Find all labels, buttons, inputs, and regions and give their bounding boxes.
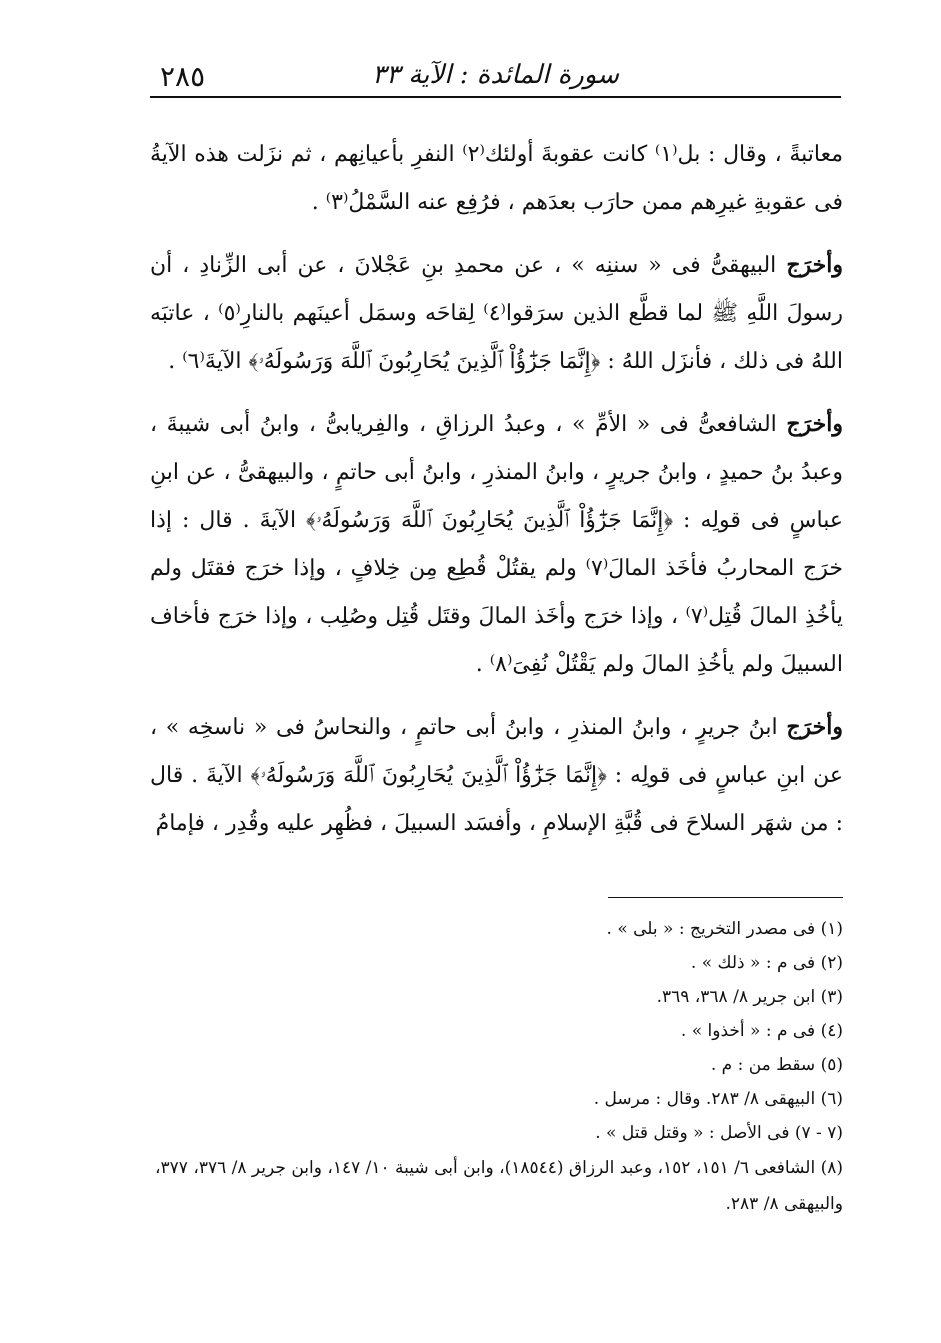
paragraph-text: ابنُ جريرٍ ، وابنُ المنذرِ ، وابنُ أبى حاتمٍ ، والنحاسُ فى « ناسخِه » ، عن ابنِ عباسٍ فى قولِه : ﴿إِنَّمَا جَزَٰٓؤُاْ ٱلَّذِينَ يُحَارِبُونَ ٱللَّهَ وَرَسُولَهُۥ﴾ الآيةَ . قال : من شهَر السلاحَ فى قُبَّةِ الإسلامِ ، وأفسَد السبيلَ ، فظُهِر عليه وقُدِر ، فإمامُ [150, 715, 843, 836]
footnote: (٨) الشافعى ٦/ ١٥١، ١٥٢، وعبد الرزاق (١٨٥٤٤)، وابن أبى شيبة ١٠/ ١٤٧، وابن جرير ٨/ ٣٧٦، ٣٧٧، والبيهقى ٨/ ٢٨٣. [155, 1158, 843, 1214]
footnote: (٦) البيهقى ٨/ ٢٨٣. وقال : مرسل . [593, 1089, 843, 1109]
footnote: (٣) ابن جرير ٨/ ٣٦٨، ٣٦٩. [656, 987, 843, 1007]
paragraph [150, 241, 843, 386]
paragraph-text: الشافعىُّ فى « الأمِّ » ، وعبدُ الرزاقِ ، والفِريابىُّ ، وابنُ أبى شيبةَ ، وعبدُ بنُ حميدٍ ، وابنُ جريرٍ ، وابنُ المنذرِ ، وابنُ أبى حاتمٍ ، والبيهقىُّ ، عن ابنِ عباسٍ فى قولِه : ﴿إِنَّمَا جَزَٰٓؤُاْ ٱلَّذِينَ يُحَارِبُونَ ٱللَّهَ وَرَسُولَهُۥ﴾ الآيةَ . قال : إذا خرَج المحاربُ فأخَذ المالَ⁽٧⁾ ولم يقتُلْ قُطِع مِن خِلافٍ ، وإذا خرَج فقتَل ولم يأخُذِ المالَ قُتِل⁽٧⁾ ، وإذا خرَج وأخَذ المالَ وقتَل قُتِل وصُلِب ، وإذا خرَج فأخاف السبيلَ ولم يأخُذِ المالَ ولم يَقْتُلْ نُفِىَ⁽٨⁾ . [150, 412, 844, 677]
footnote: (٤) فى م : « أخذوا » . [680, 1021, 843, 1041]
footnotes [150, 912, 843, 1222]
paragraph-lead: وأخرَج [786, 714, 843, 740]
page-header [150, 54, 841, 98]
paragraph-text: معاتبةً ، وقال : بل⁽١⁾ كانت عقوبةَ أولئك⁽٢⁾ النفرِ بأعيانِهم ، ثم نزَلت هذه الآيةُ فى عقوبةِ غيرِهم ممن حارَب بعدَهم ، فرُفِع عنه السَّمْلُ⁽٣⁾ . [150, 142, 843, 215]
page-number: ٢٨٥ [160, 60, 206, 93]
footnote-rule [608, 897, 843, 898]
footnote: (١) فى مصدر التخريج : « بلى » . [606, 919, 843, 939]
paragraph [150, 703, 843, 848]
footnote: (٥) سقط من : م . [710, 1055, 843, 1075]
footnote: (٢) فى م : « ذلك » . [690, 953, 843, 973]
paragraph-text: البيهقىُّ فى « سننِه » ، عن محمدِ بنِ عَجْلانَ ، عن أبى الزِّنادِ ، أن رسولَ اللَّهِ ﷺ لما قطَّع الذين سرَقوا⁽٤⁾ لِقاحَه وسمَل أعينَهم بالنارِ⁽٥⁾ ، عاتبَه اللهُ فى ذلك ، فأنزَل اللهُ : ﴿إِنَّمَا جَزَٰٓؤُاْ ٱلَّذِينَ يُحَارِبُونَ ٱللَّهَ وَرَسُولَهُۥ﴾ الآيةَ⁽٦⁾ . [150, 253, 843, 374]
paragraph-lead: وأخرَج [786, 252, 843, 278]
paragraph [150, 400, 843, 689]
paragraph [150, 130, 843, 227]
running-title: سورة المائدة : الآية ٣٣ [372, 60, 619, 90]
paragraph-lead: وأخرَج [786, 411, 843, 437]
header-rule [150, 96, 841, 98]
footnote: (٧ - ٧) فى الأصل : « وقتل قتل » . [595, 1123, 843, 1143]
main-text [150, 130, 843, 862]
